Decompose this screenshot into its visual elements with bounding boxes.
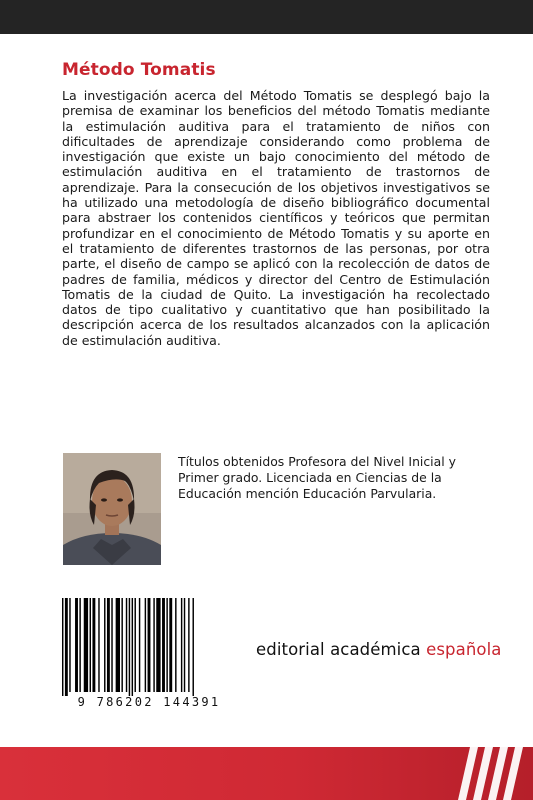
barcode-bar — [135, 598, 136, 692]
barcode-bar — [116, 598, 120, 692]
publisher-name-accent: española — [426, 640, 502, 659]
barcode-bar — [156, 598, 160, 692]
barcode-bar — [175, 598, 176, 692]
publisher-name: editorial académica — [256, 640, 421, 659]
barcode-bar — [92, 598, 95, 692]
barcode-bar — [169, 598, 172, 692]
barcode-bar — [69, 598, 70, 692]
barcode-bar — [162, 598, 165, 692]
bottom-red-band — [0, 747, 533, 800]
barcode-bar — [111, 598, 112, 692]
barcode-bar — [107, 598, 110, 692]
barcode-bar — [184, 598, 185, 692]
top-dark-bar — [0, 0, 533, 34]
barcode-bar — [79, 598, 80, 692]
book-abstract: La investigación acerca del Método Tomatis se desplegó bajo la premisa de examinar los beneficios del método Tomatis mediante la estimulación auditiva para el tratamiento de niños con dificultades de aprendizaje considerando como problema de investigación que existe un bajo conocimiento del método de estimulación auditiva en el tratamiento de trastornos de aprendizaje. Para la consecución de los objetivos investigativos se ha utilizado una metodología de diseño bibliográfico documental para abstraer los contenidos científicos y teóricos que permitan profundizar en el conocimiento de Método Tomatis y su aporte en el tratamiento de diferentes trastornos de las personas, por otra parte, el diseño de campo se aplicó con la recolección de datos de padres de familia, médicos y director del Centro de Estimulación Tomatis de la ciudad de Quito. La investigación ha recolectado datos de tipo cualitativo y cuantitativo que han posibilitado la descripción acerca de los resultados alcanzados con la aplicación de estimulación auditiva. — [62, 88, 490, 348]
barcode-bar — [193, 598, 194, 696]
barcode-bar — [188, 598, 189, 692]
barcode-bar — [129, 598, 130, 696]
barcode-bar — [166, 598, 167, 692]
barcode-bar — [139, 598, 140, 692]
barcode-bar — [104, 598, 105, 692]
barcode-bar — [181, 598, 182, 692]
barcode-bar — [132, 598, 133, 696]
barcode-bar — [98, 598, 99, 692]
author-bio: Títulos obtenidos Profesora del Nivel Inicial y Primer grado. Licenciada en Ciencias de la Educación mención Educación Parvularia. — [178, 454, 456, 502]
barcode-bar — [121, 598, 122, 692]
barcode-bar — [75, 598, 78, 692]
barcode-bar — [90, 598, 91, 692]
barcode-bar — [65, 598, 68, 696]
barcode-bar — [148, 598, 151, 692]
barcode-bar — [126, 598, 127, 692]
barcode-bar — [145, 598, 146, 692]
barcode-bar — [153, 598, 154, 692]
book-title: Método Tomatis — [62, 60, 216, 80]
author-photo — [63, 453, 161, 565]
barcode-bar — [84, 598, 88, 692]
isbn-number: 9 786202 144391 — [77, 695, 221, 709]
barcode-bar — [62, 598, 63, 696]
publisher-logo — [256, 640, 502, 659]
barcode — [58, 592, 240, 712]
